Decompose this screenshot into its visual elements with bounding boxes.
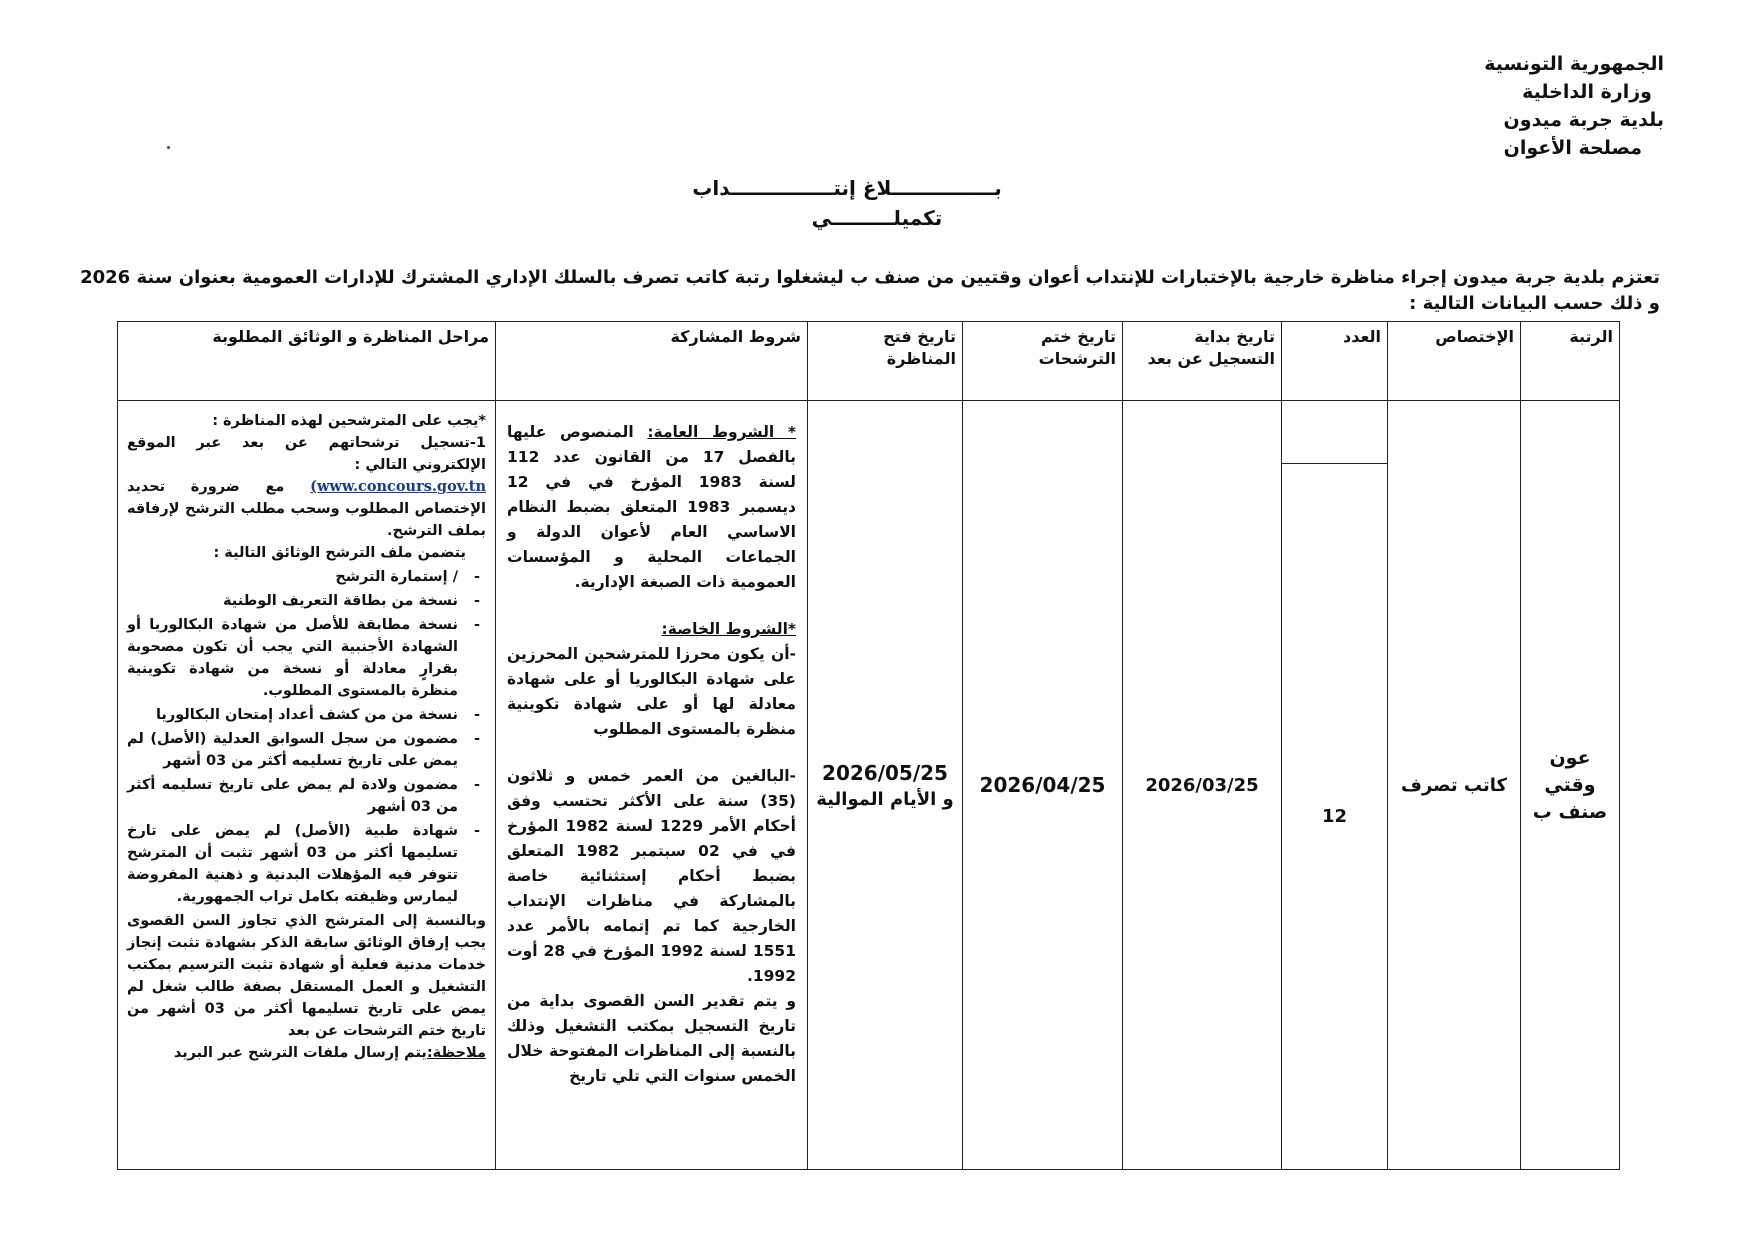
remark-title: ملاحظة: bbox=[426, 1045, 486, 1061]
table-header-row bbox=[118, 322, 1620, 401]
documents-intro: يتضمن ملف الترشح الوثائق التالية : bbox=[213, 545, 466, 561]
general-conditions-title: * الشروط العامة: bbox=[647, 423, 797, 441]
cell-conditions bbox=[496, 401, 808, 1170]
document-title bbox=[0, 173, 1754, 233]
letterhead-department: مصلحة الأعوان bbox=[1503, 137, 1642, 159]
letterhead-country: الجمهورية التونسية bbox=[1484, 53, 1664, 75]
list-item: - شهادة طبية (الأصل) لم يمض على تارخ تسليمها أكثر من 03 أشهر تثبت أن المترشح تتوفر فيه المؤهلات البدنية و ذهنية المفروضة ليمارس وظيفته بكامل تراب الجمهورية. bbox=[127, 820, 486, 908]
cell-registration-start: 2026/03/25 bbox=[1123, 401, 1282, 1170]
recruitment-table bbox=[117, 321, 1620, 1170]
list-item: - نسخة من من كشف أعداد إمتحان البكالوريا bbox=[127, 704, 486, 726]
table-row bbox=[118, 401, 1620, 1170]
letterhead bbox=[1484, 50, 1664, 162]
age-condition-text: -البالغين من العمر خمس و ثلاثون (35) سنة على الأكثر تحتسب وفق أحكام الأمر 1229 لسنة 1982 المؤرخ في في 02 سبتمبر 1982 المتعلق بضبط أحكام إستثنائية خاصة بالمشاركة في مناظرات الإنتداب الخارجية كما تم إتمامه بالأمر عدد 1551 لسنة 1992 المؤرخ في 28 أوت 1992. bbox=[507, 767, 796, 985]
scan-speck bbox=[167, 146, 170, 149]
stages-step1-rest: مع ضرورة تحديد الإختصاص المطلوب وسحب مطلب الترشح لإرفاقه بملف الترشح. bbox=[127, 479, 486, 539]
list-item: - نسخة من بطاقة التعريف الوطنية bbox=[127, 590, 486, 612]
header-stages: مراحل المناظرة و الوثائق المطلوبة bbox=[118, 322, 496, 401]
header-registration-end: تاريخ ختم الترشحات bbox=[963, 322, 1123, 401]
cell-count bbox=[1282, 401, 1388, 1170]
cell-exam-date bbox=[808, 401, 963, 1170]
remark-text: يتم إرسال ملفات الترشح عبر البريد bbox=[173, 1045, 427, 1061]
intro-paragraph: تعتزم بلدية جربة ميدون إجراء مناظرة خارجية بالإختبارات للإنتداب أعوان وقتيين من صنف ب ليشغلوا رتبة كاتب تصرف بالسلك الإداري المشترك للإدارات العمومية بعنوان سنة 2026 و ذلك حسب البيانات التالية : bbox=[80, 267, 1660, 314]
stages-step1-detail bbox=[127, 476, 486, 542]
documents-list bbox=[127, 566, 486, 908]
list-item: - مضمون ولادة لم يمض على تاريخ تسليمه أكثر من 03 أشهر bbox=[127, 774, 486, 818]
stages-step1: 1-تسجيل ترشحاتهم عن بعد عبر الموقع الإلكتروني التالي : bbox=[127, 435, 486, 473]
letterhead-ministry: وزارة الداخلية bbox=[1522, 81, 1652, 103]
cell-specialty: كاتب تصرف bbox=[1388, 401, 1521, 1170]
header-count: العدد bbox=[1282, 322, 1388, 401]
concours-website-link[interactable]: (www.concours.gov.tn bbox=[310, 478, 486, 495]
list-item: - / إستمارة الترشح bbox=[127, 566, 486, 588]
exam-date-suffix: و الأيام الموالية bbox=[816, 788, 954, 810]
header-conditions: شروط المشاركة bbox=[496, 322, 808, 401]
remark bbox=[127, 1042, 486, 1064]
cell-rank: عون وقتي صنف ب bbox=[1521, 401, 1620, 1170]
cell-registration-end: 2026/04/25 bbox=[963, 401, 1123, 1170]
stages-intro: *يجب على المترشحين لهذه المناظرة : bbox=[212, 413, 486, 429]
header-rank: الرتبة bbox=[1521, 322, 1620, 401]
list-item: - نسخة مطابقة للأصل من شهادة البكالوريا أو الشهادة الأجنبية التي يجب أن تكون مصحوبة بقرارٍ معادلة أو نسخة من شهادة تكوينية منظرة بالمستوى المطلوب. bbox=[127, 614, 486, 702]
special-conditions-title: *الشروط الخاصة: bbox=[661, 620, 796, 638]
header-exam-date: تاريخ فتح المناظرة bbox=[808, 322, 963, 401]
general-conditions bbox=[507, 420, 796, 595]
count-value: 12 bbox=[1321, 806, 1348, 827]
max-age-text: و يتم تقدير السن القصوى بداية من تاريخ التسجيل بمكتب التشغيل وذلك بالنسبة إلى المناظرات المفتوحة خلال الخمس سنوات التي تلي تاريخ bbox=[507, 992, 796, 1085]
letterhead-municipality: بلدية جربة ميدون bbox=[1503, 109, 1664, 131]
header-specialty: الإختصاص bbox=[1388, 322, 1521, 401]
header-registration-start: تاريخ بداية التسجيل عن بعد bbox=[1123, 322, 1282, 401]
special-conditions-text: -أن يكون محرزا للمترشحين المحرزين على شهادة البكالوريا أو على شهادة معادلة لها أو على شهادة تكوينية منظرة بالمستوى المطلوب bbox=[507, 645, 796, 738]
exam-date-value: 2026/05/25 bbox=[822, 760, 948, 785]
cell-stages bbox=[118, 401, 496, 1170]
over-age-note: وبالنسبة إلى المترشح الذي تجاوز السن القصوى يجب إرفاق الوثائق سابقة الذكر بشهادة تثبت إنجاز خدمات مدنية فعلية أو شهادة تثبت الترسيم بمكتب التشغيل و العمل المستقل بصفة طالب شغل لم يمض على تاريخ تسليمها أكثر من 03 أشهر من تاريخ ختم الترشحات عن بعد bbox=[127, 913, 486, 1039]
title-sub: تكميلـــــــــي bbox=[811, 206, 943, 230]
list-item: - مضمون من سجل السوابق العدلية (الأصل) لم يمض على تاريخ تسليمه أكثر من 03 أشهر bbox=[127, 728, 486, 772]
title-main: بـــــــــــــــلاغ إنتـــــــــــــــداب bbox=[692, 176, 1002, 200]
general-conditions-text: المنصوص عليها بالفصل 17 من القانون عدد 112 لسنة 1983 المؤرخ في في 12 ديسمبر 1983 المتعلق بضبط النظام الاساسي العام لأعوان الدولة و الجماعات المحلية و المؤسسات العمومية ذات الصبغة الإدارية. bbox=[507, 423, 797, 591]
